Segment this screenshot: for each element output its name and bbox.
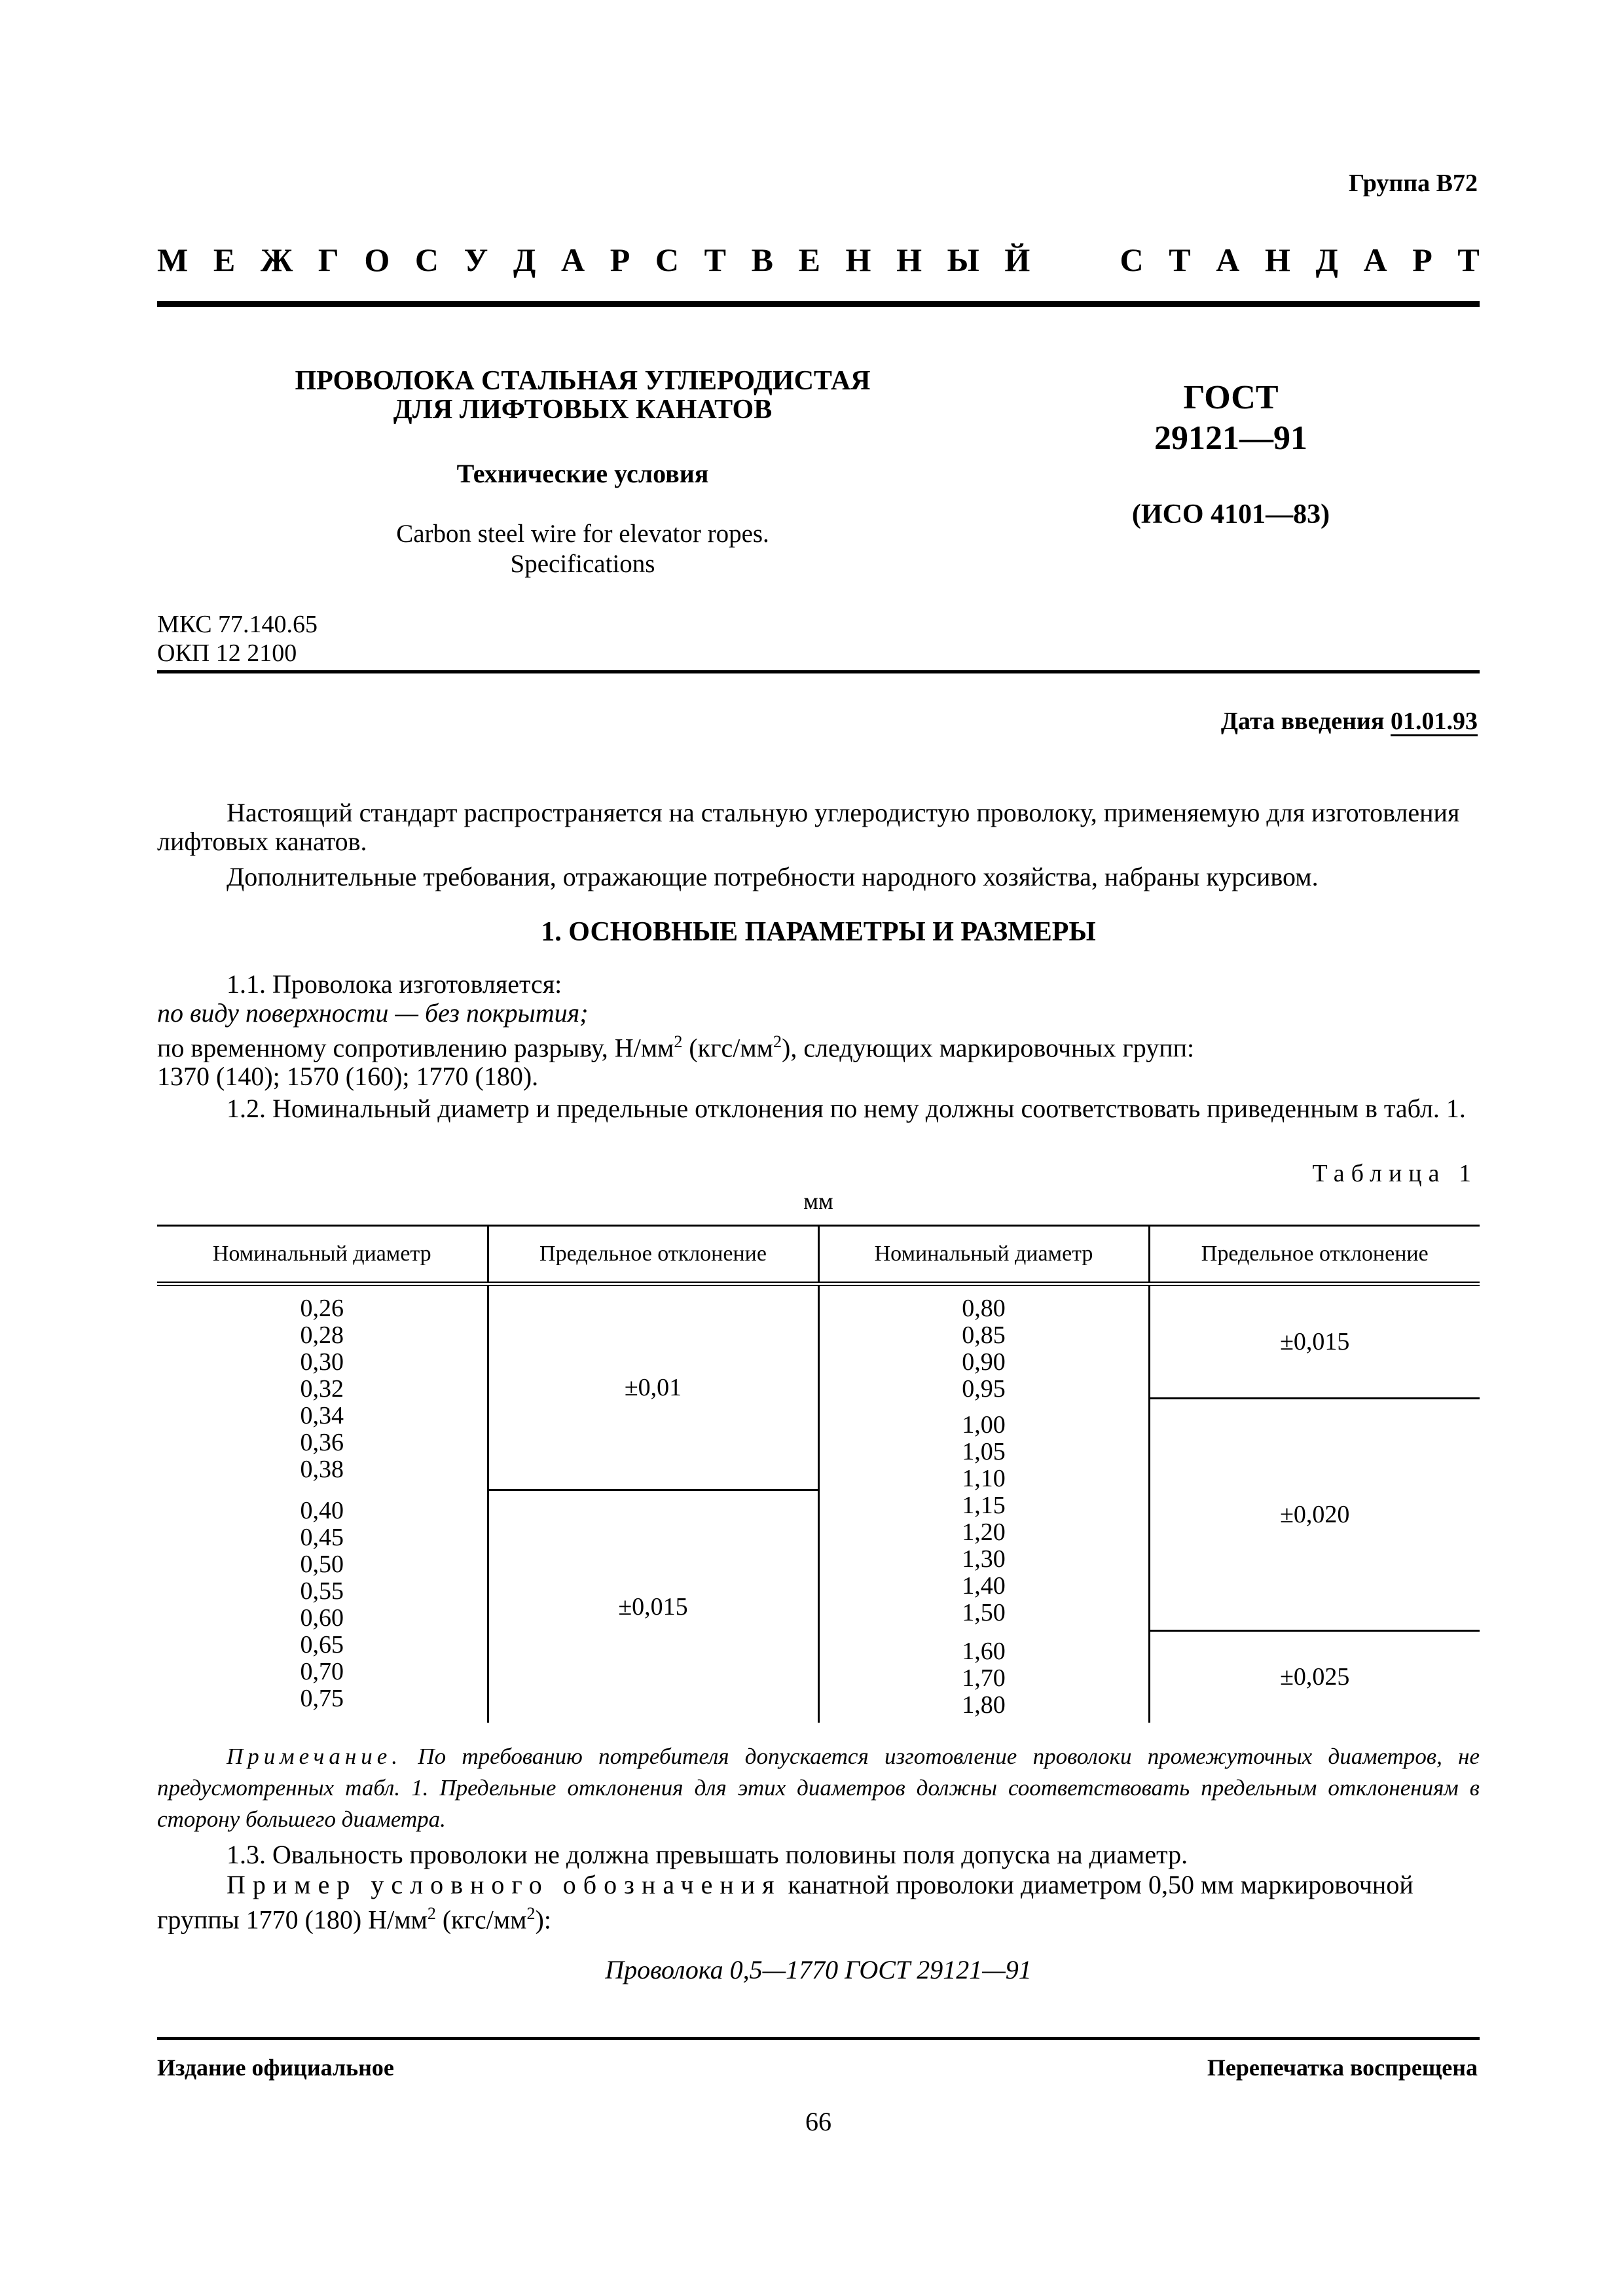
gost-number: 29121—91 xyxy=(1154,420,1307,457)
table-unit: мм xyxy=(803,1188,833,1214)
clause-1-1-lead: 1.1. Проволока изготовляется: xyxy=(227,969,562,999)
banner-letter: О xyxy=(364,242,390,278)
iso-reference: (ИСО 4101—83) xyxy=(1131,499,1330,529)
example-label: Пример условного обозначения xyxy=(227,1870,782,1899)
banner-letter: Е xyxy=(798,242,820,278)
banner-letter: А xyxy=(1216,242,1240,278)
diameter-value: 0,26 xyxy=(300,1295,344,1322)
reprint-prohibited: Перепечатка воспрещена xyxy=(1207,2054,1478,2081)
banner-letter: Д xyxy=(1315,242,1338,278)
diameter-value: 1,40 xyxy=(962,1572,1006,1600)
title-line: ПРОВОЛОКА СТАЛЬНАЯ УГЛЕРОДИСТАЯ xyxy=(295,366,871,396)
clause-1-1-strength xyxy=(157,1028,1480,1062)
banner-letter: М xyxy=(157,242,189,278)
document-title xyxy=(249,367,917,424)
banner-letter: Р xyxy=(610,242,630,278)
example-text: канатной проволоки диаметром 0,50 мм маркировочной группы 1770 (180) Н/мм xyxy=(157,1870,1413,1935)
designation-formula: Проволока 0,5—1770 ГОСТ 29121—91 xyxy=(605,1955,1032,1984)
note-label: Примечание. xyxy=(227,1744,403,1769)
banner-letter: С xyxy=(414,242,439,278)
banner-letter: А xyxy=(1363,242,1387,278)
banner-letter: С xyxy=(655,242,679,278)
diameter-value: 0,60 xyxy=(300,1604,344,1632)
classification-codes xyxy=(157,610,318,668)
header-rule xyxy=(157,301,1480,307)
diameter-value: 0,70 xyxy=(300,1658,344,1685)
banner-letter: Ы xyxy=(947,242,979,278)
english-title-line: Carbon steel wire for elevator ropes. xyxy=(396,520,769,548)
diameter-tolerance-table xyxy=(157,1225,1480,1723)
diameter-value: 1,80 xyxy=(962,1691,1006,1719)
right-diameters-cell xyxy=(818,1284,1149,1723)
table-header-cell: Предельное отклонение xyxy=(1149,1226,1480,1284)
additional-requirements-paragraph: Дополнительные требования, отражающие потребности народного хозяйства, набраны курсивом. xyxy=(227,862,1319,891)
superscript: 2 xyxy=(773,1032,782,1051)
table-header-cell: Предельное отклонение xyxy=(488,1226,818,1284)
left-tolerance-cell: ±0,015 xyxy=(488,1490,818,1723)
superscript: 2 xyxy=(526,1904,536,1923)
page-number: 66 xyxy=(805,2107,831,2136)
right-tolerance-cell: ±0,025 xyxy=(1280,1663,1350,1691)
clause-1-1-groups: 1370 (140); 1570 (160); 1770 (180). xyxy=(157,1062,539,1092)
introduction-date-value: 01.01.93 xyxy=(1391,708,1478,735)
table-row xyxy=(157,1284,1480,1399)
title-line: ДЛЯ ЛИФТОВЫХ КАНАТОВ xyxy=(393,395,773,425)
title-rule xyxy=(157,670,1480,673)
group-gap xyxy=(157,1483,487,1498)
clause-1-3: 1.3. Овальность проволоки не должна превышать половины поля допуска на диаметр. xyxy=(227,1840,1188,1869)
diameter-value: 0,32 xyxy=(300,1375,344,1403)
diameter-value: 0,36 xyxy=(300,1429,344,1456)
banner-letter: Р xyxy=(1412,242,1432,278)
banner-letter: Н xyxy=(1264,242,1290,278)
banner-letter: Ж xyxy=(260,242,293,278)
banner-letter: Й xyxy=(1004,242,1030,278)
scope-paragraph: Настоящий стандарт распространяется на стальную углеродистую проволоку, применяемую для изготовления лифтовых канатов. xyxy=(157,798,1460,856)
diameter-value: 1,70 xyxy=(962,1664,1006,1692)
official-edition: Издание официальное xyxy=(157,2054,394,2081)
diameter-value: 1,10 xyxy=(962,1465,1006,1492)
diameter-value: 0,95 xyxy=(962,1375,1006,1403)
table-note xyxy=(157,1741,1480,1835)
strength-text: (кгс/мм xyxy=(682,1033,773,1063)
diameter-value: 0,34 xyxy=(300,1402,344,1429)
clause-1-1 xyxy=(157,970,1480,1091)
banner-letter: Д xyxy=(513,242,536,278)
banner-letter: Е xyxy=(213,242,236,278)
diameter-value: 0,28 xyxy=(300,1321,344,1349)
english-title xyxy=(249,519,917,579)
superscript: 2 xyxy=(674,1032,683,1051)
strength-text: ), следующих маркировочных групп: xyxy=(782,1033,1195,1063)
diameter-value: 1,50 xyxy=(962,1599,1006,1626)
subtitle: Технические условия xyxy=(456,459,709,488)
okp-code: ОКП 12 2100 xyxy=(157,639,297,667)
banner-letter: Т xyxy=(1169,242,1191,278)
right-tolerance-cell: ±0,015 xyxy=(1149,1284,1480,1399)
mks-code: МКС 77.140.65 xyxy=(157,611,318,638)
banner-letter: Н xyxy=(896,242,922,278)
clause-1-1-surface: по виду поверхности — без покрытия; xyxy=(157,998,589,1028)
table-header-cell: Номинальный диаметр xyxy=(818,1226,1149,1284)
diameter-value: 0,40 xyxy=(300,1497,344,1524)
diameter-value: 0,55 xyxy=(300,1577,344,1605)
table-header-cell: Номинальный диаметр xyxy=(157,1226,488,1284)
group-code: Группа В72 xyxy=(1348,170,1478,197)
designation-example xyxy=(157,1871,1480,1934)
banner-letter: С xyxy=(1120,242,1144,278)
banner-letter: У xyxy=(464,242,488,278)
diameter-value: 0,45 xyxy=(300,1524,344,1551)
diameter-value: 0,90 xyxy=(962,1348,1006,1376)
table-caption: Таблица 1 xyxy=(1312,1160,1478,1187)
banner-letter: Н xyxy=(845,242,871,278)
strength-text: по временному сопротивлению разрыву, Н/мм xyxy=(157,1033,674,1063)
diameter-value: 1,00 xyxy=(962,1411,1006,1439)
banner-letter: Т xyxy=(1457,242,1480,278)
example-text: (кгс/мм xyxy=(435,1905,527,1935)
left-tolerance-cell: ±0,01 xyxy=(488,1284,818,1490)
diameter-value: 1,20 xyxy=(962,1518,1006,1546)
interstate-standard-banner xyxy=(157,241,1480,279)
superscript: 2 xyxy=(427,1904,436,1923)
group-gap xyxy=(820,1403,1148,1412)
english-title-line: Specifications xyxy=(510,550,655,578)
right-tolerance-cell: ±0,020 xyxy=(1149,1399,1480,1631)
left-diameters-cell xyxy=(157,1284,488,1723)
section-heading: 1. ОСНОВНЫЕ ПАРАМЕТРЫ И РАЗМЕРЫ xyxy=(541,917,1096,947)
introduction-date-label: Дата введения xyxy=(1220,708,1385,735)
diameter-value: 0,85 xyxy=(962,1321,1006,1349)
diameter-value: 0,50 xyxy=(300,1551,344,1578)
banner-letter: Г xyxy=(318,242,339,278)
gost-label: ГОСТ xyxy=(1183,379,1279,416)
introduction-date xyxy=(1221,707,1478,736)
footer-rule xyxy=(157,2037,1480,2040)
example-text: ): xyxy=(535,1905,551,1935)
diameter-value: 0,38 xyxy=(300,1456,344,1483)
group-gap xyxy=(820,1626,1148,1638)
diameter-value: 1,05 xyxy=(962,1438,1006,1465)
diameter-value: 0,75 xyxy=(300,1685,344,1712)
clause-1-2: 1.2. Номинальный диаметр и предельные отклонения по нему должны соответствовать приведенным в табл. 1. xyxy=(227,1094,1466,1123)
diameter-value: 0,65 xyxy=(300,1631,344,1659)
banner-gap xyxy=(1055,241,1095,279)
table-header-row xyxy=(157,1226,1480,1284)
banner-letter: В xyxy=(751,242,773,278)
diameter-value: 0,80 xyxy=(962,1295,1006,1322)
note-text: По требованию потребителя допускается изготовление проволоки промежуточных диаметров, не предусмотренных табл. 1. Предельные отклонения для этих диаметров должны соответствовать предельным отклонениям в сторону большего диаметра. xyxy=(157,1744,1480,1832)
diameter-value: 0,30 xyxy=(300,1348,344,1376)
diameter-value: 1,15 xyxy=(962,1492,1006,1519)
banner-letter: А xyxy=(560,242,585,278)
diameter-value: 1,30 xyxy=(962,1545,1006,1573)
diameter-value: 1,60 xyxy=(962,1638,1006,1665)
banner-letter: Т xyxy=(704,242,726,278)
